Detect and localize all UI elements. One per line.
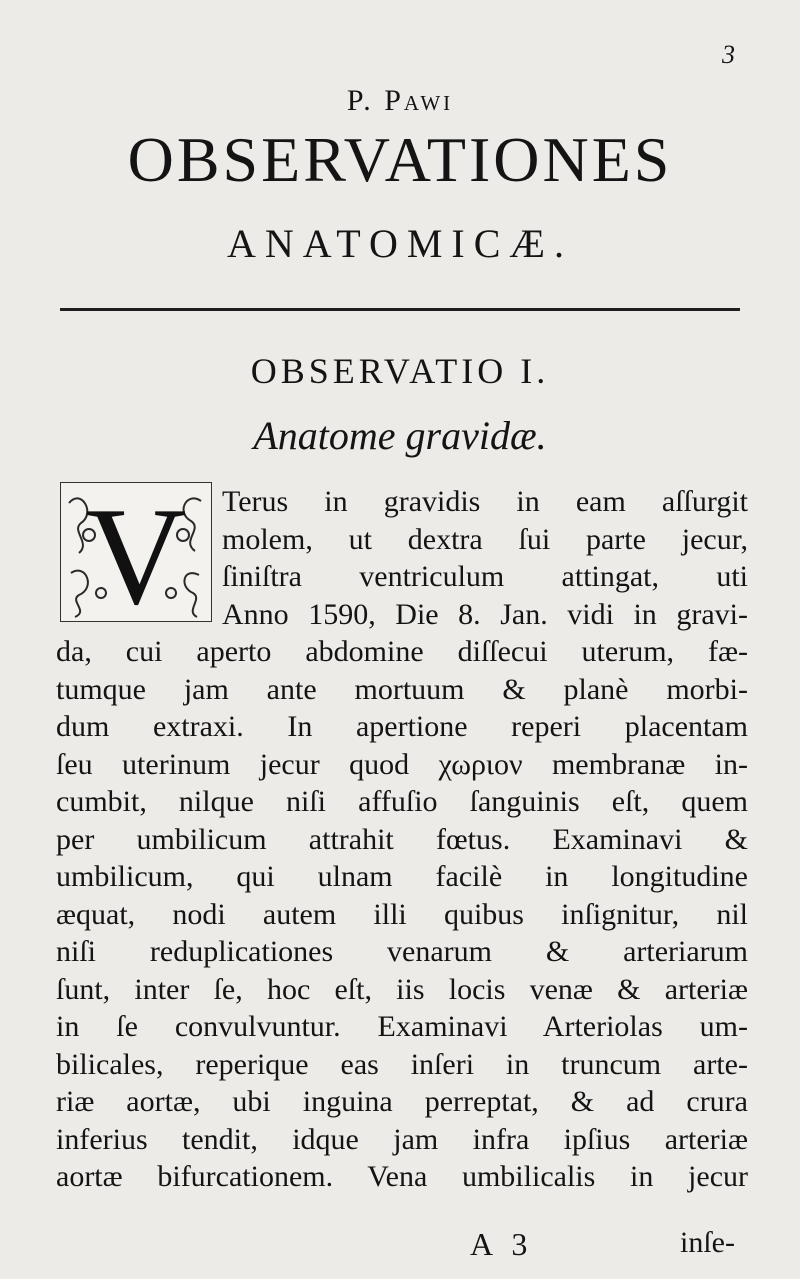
text-line: aortæ bifurcationem. Vena umbilicalis in jecur [56, 1160, 748, 1193]
page-title: OBSERVATIONES [127, 124, 673, 195]
text-line: æquat, nodi autem illi quibus inſignitur, nil [56, 897, 748, 931]
catchword: inſe- [680, 1226, 735, 1259]
text-line: ſunt, inter ſe, hoc eſt, iis locis venæ & arteriæ [56, 972, 748, 1006]
text-line: bilicales, reperique eas inſeri in truncum arte- [56, 1047, 748, 1081]
text-line: niſi reduplicationes venarum & arteriarum [56, 935, 748, 968]
text-line: ſiniſtra ventriculum attingat, uti [222, 560, 748, 593]
text-line: umbilicum, qui ulnam facilè in longitudine [56, 860, 748, 893]
signature-mark: A 3 [470, 1226, 534, 1262]
text-line: per umbilicum attrahit fœtus. Examinavi & [56, 822, 748, 856]
text-line: cumbit, nilque niſi affuſio ſanguinis eſt, quem [56, 785, 748, 818]
text-line: inferius tendit, idque jam infra ipſius arteriæ [56, 1122, 748, 1156]
page-number: 3 [722, 40, 735, 69]
text-line: molem, ut dextra ſui parte jecur, [222, 522, 748, 556]
text-line: tumque jam ante mortuum & planè morbi- [56, 672, 748, 706]
text-line: Terus in gravidis in eam aſſurgit [222, 485, 748, 518]
text-line: ſeu uterinum jecur quod χωριον membranæ in- [56, 747, 748, 781]
ornamental-initial [60, 482, 212, 622]
page-subtitle: ANATOMICÆ. [227, 221, 573, 266]
text-line: Anno 1590, Die 8. Jan. vidi in gravi- [222, 597, 748, 631]
text-line: riæ aortæ, ubi inguina perreptat, & ad crura [56, 1085, 748, 1118]
horizontal-rule [60, 308, 740, 311]
running-author: P. Pawi [346, 84, 454, 117]
text-line: in ſe convulvuntur. Examinavi Arteriolas um- [56, 1010, 748, 1043]
section-subheading: Anatome gravidæ. [253, 413, 547, 458]
text-line: dum extraxi. In apertione reperi placentam [56, 710, 748, 743]
section-heading: OBSERVATIO I. [250, 351, 550, 391]
drop-cap-letter: V [85, 483, 187, 621]
text-line: da, cui aperto abdomine diſſecui uterum, fæ- [56, 635, 748, 668]
